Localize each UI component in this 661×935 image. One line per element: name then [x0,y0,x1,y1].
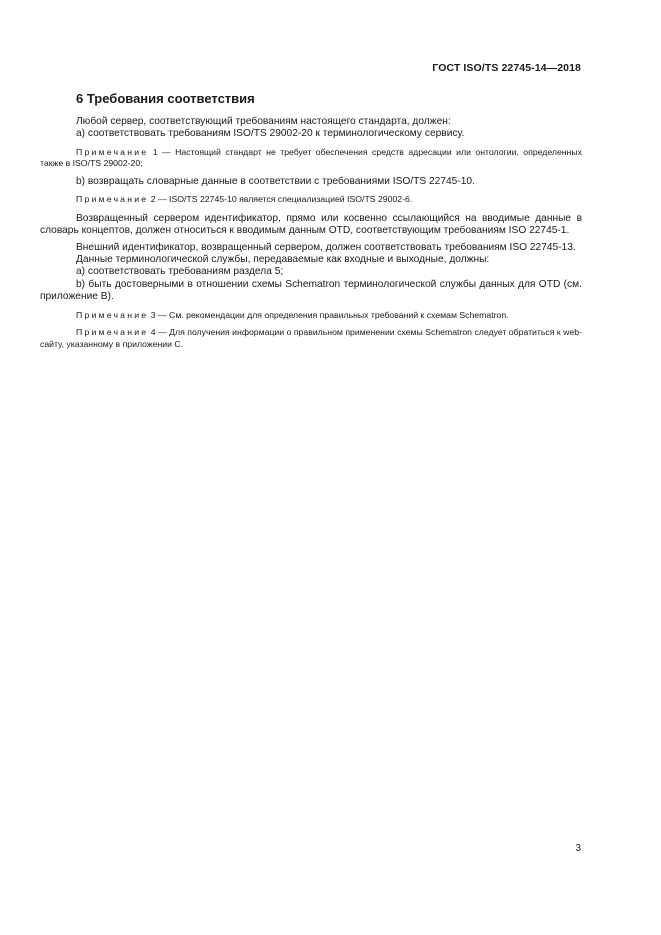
paragraph-item-a: а) соответствовать требованиям ISO/TS 29002-20 к терминологическому сервису. [76,128,465,140]
note-text: 1 — Настоящий стандарт не требует обеспечения средств адресации или онтологии, определенных также в ISO/TS 29002-20; [40,146,582,169]
section-title: 6 Требования соответствия [76,91,255,106]
paragraph-item-a2: а) соответствовать требованиям раздела 5; [76,266,284,278]
note-text: 2 — ISO/TS 22745-10 является специализацией ISO/TS 29002-6. [148,194,413,205]
note-label: Примечание [76,146,149,157]
paragraph-text: b) быть достоверными в отношении схемы Schematron терминологической службы данных для OTD (см. приложение В). [40,278,582,303]
note-2 [76,194,582,206]
section-content [40,91,582,350]
paragraph-item-b2 [40,279,582,304]
paragraph-external-identifier [40,242,582,254]
note-label: Примечание [76,309,149,320]
page-number: 3 [575,843,581,854]
paragraph-data: Данные терминологической службы, передаваемые как входные и выходные, должны: [76,253,490,265]
paragraph-text: Возвращенный сервером идентификатор, прямо или косвенно ссылающийся на вводимые данные в словарь концептов, должен относиться к вводимым данным OTD, соответствующим требованиям ISO 22745-1. [40,212,582,237]
paragraph-identifier [40,213,582,238]
paragraph-intro: Любой сервер, соответствующий требованиям настоящего стандарта, должен: [76,116,451,127]
note-4 [40,327,582,350]
note-label: Примечание [76,194,149,205]
paragraph-item-b: b) возвращать словарные данные в соответствии с требованиями ISO/TS 22745-10. [76,175,475,187]
note-text: 3 — См. рекомендации для определения правильных требований к схемам Schematron. [148,309,509,320]
paragraph-text: Внешний идентификатор, возвращенный сервером, должен соответствовать требованиям ISO 22745-13. [76,241,576,253]
note-1 [40,147,582,170]
document-header: ГОСТ ISO/TS 22745-14—2018 [432,62,581,74]
note-3 [76,310,582,322]
note-label: Примечание [76,327,149,338]
note-text: 4 — Для получения информации о правильном применении схемы Schematron следует обратиться к web-сайту, указанному в приложении С. [40,327,582,349]
